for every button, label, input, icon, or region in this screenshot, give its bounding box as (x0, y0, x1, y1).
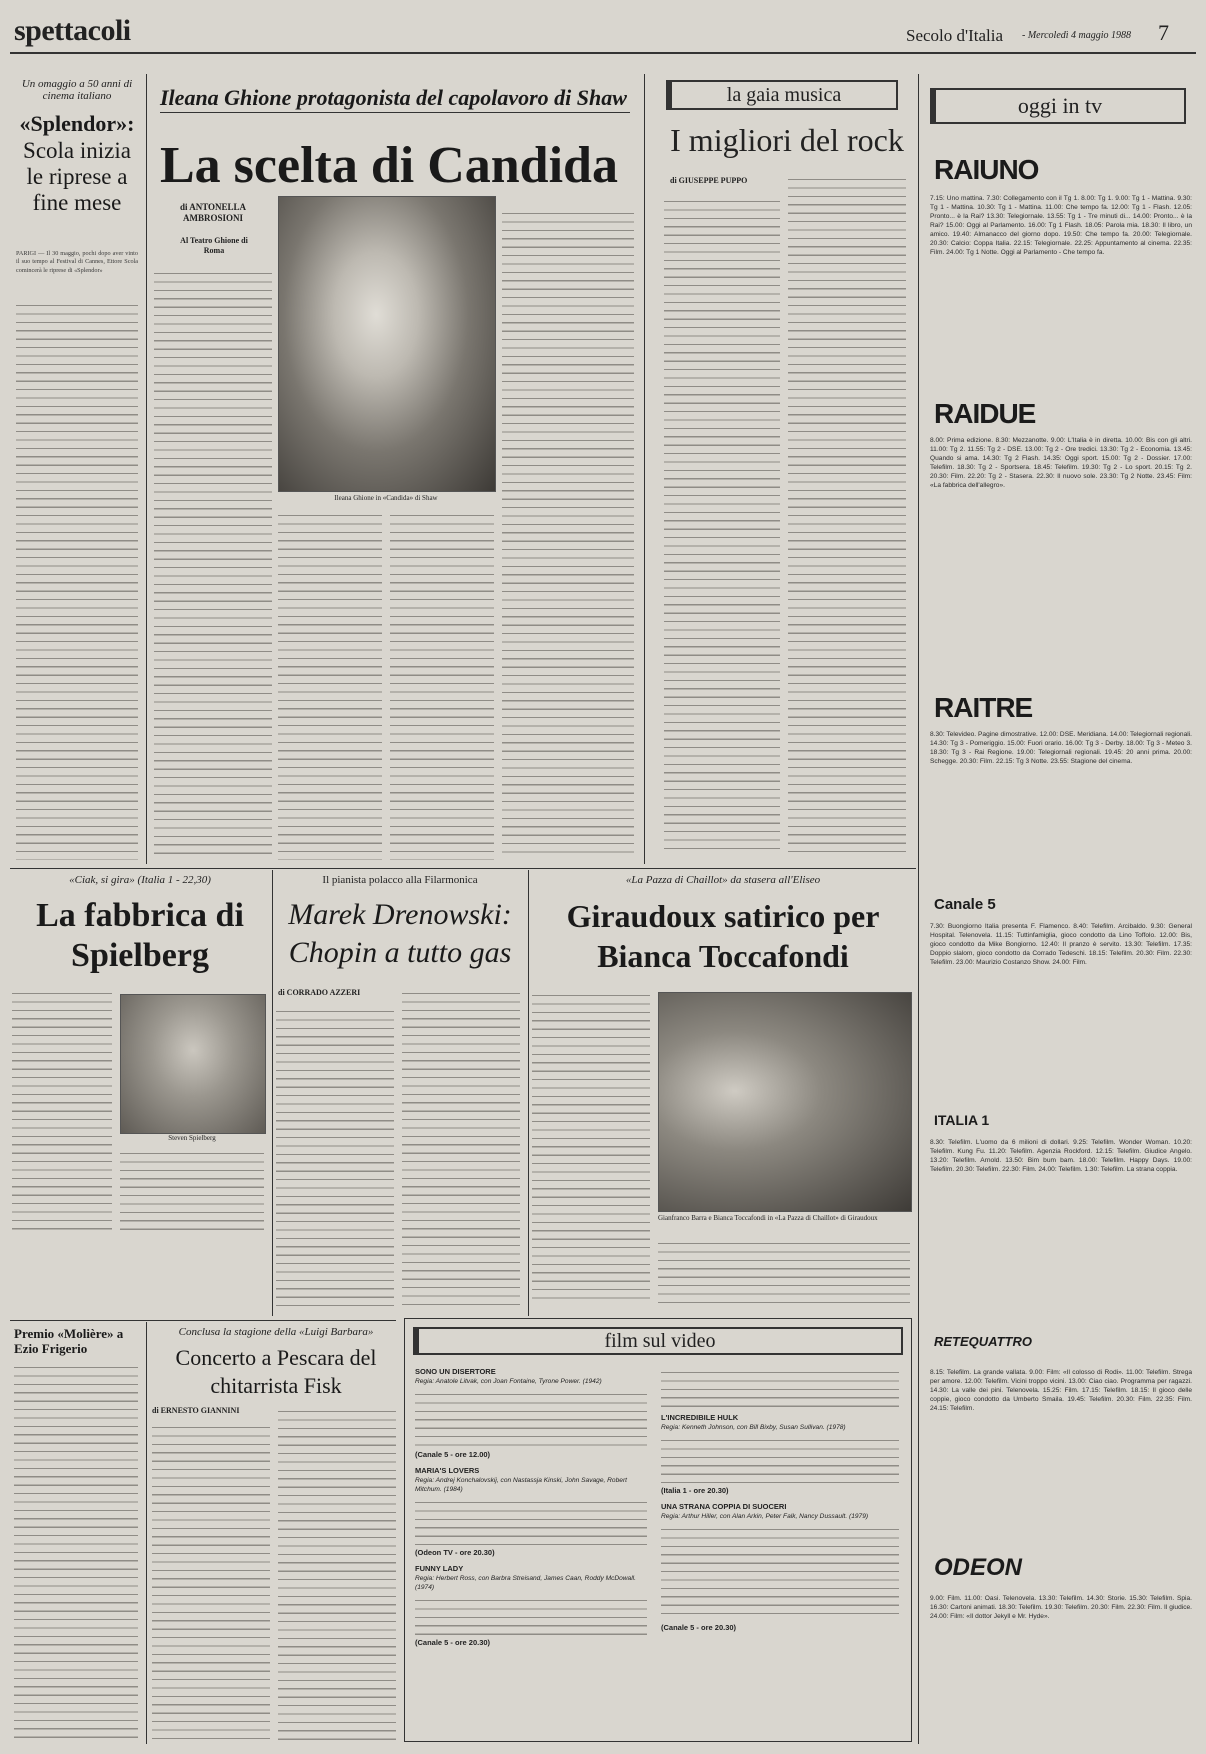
middle-rule (10, 868, 916, 869)
moliere-body (14, 1362, 138, 1740)
candida-photo (278, 196, 496, 492)
fisk-byline: di ERNESTO GIANNINI (152, 1406, 240, 1415)
bottom-rule-left (10, 1320, 396, 1321)
film-video-right-col (661, 1367, 901, 1735)
film-channel: (Italia 1 - ore 20.30) (661, 1486, 729, 1495)
fisk-body-right (278, 1406, 396, 1740)
splendor-title-quote: «Splendor»: (19, 111, 135, 136)
article-splendor (14, 74, 140, 864)
retequattro-logo: RETEQUATTRO (934, 1334, 1032, 1349)
film-credits: Regia: Andrej Konchalovskij, con Nastassja Kinski, John Savage, Robert Mitchum. (1984) (415, 1477, 627, 1493)
raidue-schedule: 8.00: Prima edizione. 8.30: Mezzanotte. 9.00: L'Italia è in diretta. 10.00: Bis con gli altri. 11.00: Tg 2. 11.55: Tg 2 - DSE. 13.00: Tg 2 - Ore tredici. 13.30: Tg 2 - Economia. 13.45: Quando si ama. 14.30: Tg 2 Flash. 14.35: Oggi sport. 15.00: Tg 2 - Dossier. 17.00: Telefilm. 18.30: Tg 2 - Sportsera. 18.45: Telefilm. 19.30: Tg 2 - Lo sport. 20.15: Tg 2. 20.30: Film. 22.20: Tg 2 - Stasera. 22.30: Il nuovo sole. 23.30: Tg 2 Notte. 23.45: Film: «La fabbrica dell'allegro». (930, 437, 1192, 489)
rock-byline: di GIUSEPPE PUPPO (670, 176, 748, 185)
spielberg-photo-caption: Steven Spielberg (168, 1134, 216, 1142)
film-credits: Regia: Herbert Ross, con Barbra Streisand, James Caan, Roddy McDowall. (1974) (415, 1575, 636, 1591)
film-title: MARIA'S LOVERS (415, 1466, 480, 1475)
canale5-schedule: 7.30: Buongiorno Italia presenta F. Flamenco. 8.40: Telefilm. Arcibaldo. 9.30: General Hospital. Telenovela. 11.15: Tuttinfamiglia, gioco condotto da Lino Toffolo. 12.00: Bis, gioco condotto da Mike Bongiorno. 12.40: Il pranzo è servito. 13.30: Telefilm. 17.35: Doppio slalom, gioco condotto da Corrado Tedeschi. 18.15: Telefilm. 20.30: Film. 22.30: Telefilm. 23.00: Maurizio Costanzo Show. 24.00: Film. (930, 923, 1192, 966)
article-spielberg (12, 870, 268, 1238)
spielberg-body-right (120, 1148, 264, 1232)
drenowski-body-left (276, 1006, 394, 1306)
article-fisk (152, 1322, 400, 1744)
article-giraudoux (532, 870, 914, 1316)
film-entry (415, 1564, 649, 1648)
candida-body-left (154, 268, 272, 860)
drenowski-byline: di CORRADO AZZERI (278, 988, 361, 997)
paper-name: Secolo d'Italia (906, 26, 1004, 45)
giraudoux-kicker: «La Pazza di Chaillot» da stasera all'Eliseo (625, 874, 821, 886)
drenowski-kicker: Il pianista polacco alla Filarmonica (322, 874, 478, 886)
italia1-schedule: 8.30: Telefilm. L'uomo da 6 milioni di dollari. 9.25: Telefilm. Wonder Woman. 10.20: Telefilm. Kung Fu. 11.20: Telefilm. Agenzia Rockford. 12.15: Telefilm. Giudice Angelo. 13.20: Telefilm. Arnold. 13.50: Bim bum bam. 18.00: Telefilm. Happy Days. 19.00: Telefilm. 20.30: Telefilm. 22.30: Film. 24.00: Telefilm. 1.30: Telefilm. La strana coppia. (930, 1139, 1192, 1173)
film-video-box (404, 1318, 912, 1742)
tv-guide (924, 80, 1196, 1744)
film-credits: Regia: Anatole Litvak, con Joan Fontaine, Tyrone Power. (1942) (415, 1378, 602, 1385)
film-channel: (Canale 5 - ore 20.30) (661, 1623, 737, 1632)
candida-body-mid2 (390, 510, 494, 860)
odeon-logo: ODEON (934, 1554, 1023, 1581)
candida-venue: Al Teatro Ghione di Roma (180, 236, 248, 255)
film-title: L'INCREDIBILE HULK (661, 1413, 739, 1422)
col-rule-1 (146, 74, 147, 864)
page-header (0, 0, 1206, 60)
tv-box-label: oggi in tv (1017, 93, 1103, 118)
rock-box (666, 80, 898, 110)
film-video-label: film sul video (604, 1330, 716, 1352)
spielberg-photo (120, 994, 266, 1134)
raitre-schedule: 8.30: Televideo. Pagine dimostrative. 12.00: DSE. Meridiana. 14.00: Telegiornali regionali. 14.30: Tg 3 - Pomeriggio. 15.00: Fuori orario. 16.00: Tg 3 - Derby. 18.00: Tg 3 - Meteo 3. 18.30: Tg 3 - Rai Regione. 19.00: Telegiornali regionali. 19.45: 20 anni prima. 20.00: Schegge. 20.30: Film. 22.15: Tg 3 Notte. 23.55: Stagione del cinema. (930, 731, 1192, 765)
candida-byline: di ANTONELLA AMBROSIONI (179, 202, 247, 223)
film-entry (661, 1502, 901, 1633)
article-drenowski (276, 870, 524, 1316)
rock-title: I migliori del rock (670, 122, 904, 158)
article-moliere (14, 1322, 140, 1744)
drenowski-title: Marek Drenowski: Chopin a tutto gas (288, 898, 512, 969)
film-synopsis (415, 1389, 647, 1447)
candida-body-right (502, 208, 634, 860)
giraudoux-body-left (532, 990, 650, 1306)
raiuno-logo: RAIUNO (934, 154, 1039, 185)
col-rule-4 (272, 870, 273, 1316)
film-channel: (Odeon TV - ore 20.30) (415, 1548, 495, 1557)
odeon-schedule: 9.00: Film. 11.00: Oasi. Telenovela. 13.30: Telefilm. 14.30: Storie. 15.30: Telefilm. Spia. 16.30: Cartoni animati. 18.30: Telefilm. 19.30: Telefilm. 20.30: Film. 22.30: Film. Il giudice. 24.00: Film: «Il dottor Jekyll e Mr. Hyde». (930, 1595, 1192, 1620)
splendor-lead: PARIGI — Il 30 maggio, pochi dopo aver vinto il suo tempo al Festival di Cannes, Ettore Scola comincerà le riprese di «Splendor» (16, 250, 138, 274)
col-rule-5 (528, 870, 529, 1316)
fisk-body-left (152, 1422, 270, 1740)
raitre-logo: RAITRE (934, 692, 1033, 723)
issue-date: - Mercoledì 4 maggio 1988 (1022, 30, 1132, 41)
giraudoux-body-right (658, 1238, 910, 1306)
spielberg-title: La fabbrica di Spielberg (36, 897, 244, 974)
film-synopsis (661, 1435, 899, 1483)
page-number: 7 (1158, 20, 1169, 45)
film-synopsis (415, 1497, 647, 1545)
article-rock (664, 78, 910, 864)
splendor-kicker: Un omaggio a 50 anni di cinema italiano (21, 78, 133, 102)
candida-kicker-box (160, 86, 630, 113)
splendor-title: Scola inizia le riprese a fine mese (23, 138, 131, 215)
film-channel: (Canale 5 - ore 12.00) (415, 1450, 491, 1459)
film-synopsis (415, 1595, 647, 1635)
film-channel: (Canale 5 - ore 20.30) (415, 1638, 491, 1647)
splendor-body (16, 300, 138, 860)
raiuno-schedule: 7.15: Uno mattina. 7.30: Collegamento con il Tg 1. 8.00: Tg 1. 9.00: Tg 1 - Mattina. 9.30: Tg 1 - Mattina. 10.30: Tg 1 - Mattina. 11.00: Che tempo fa. 12.00: Tg 1 - Flash. 12.05: Pronto... è la Rai? 13.30: Telegiornale. 13.55: Tg 1 - Tre minuti di... 14.00: Pronto... è la Rai? 15.00: Oggi al Parlamento. 16.00: Tg 1 Flash. 18.05: Parola mia. 18.30: Il libro, un amico. 19.40: Almanacco del giorno dopo. 19.50: Che tempo fa. 20.00: Telegiornale. 20.30: Calcio: Coppa Italia. 22.15: Telegiornale. 22.25: Appuntamento al cinema. 22.35: Film. 24.00: Tg 1 Notte. Oggi al Parlamento - Che tempo fa. (930, 195, 1192, 256)
col-rule-6 (146, 1322, 147, 1744)
spielberg-kicker: «Ciak, si gira» (Italia 1 - 22,30) (69, 874, 211, 886)
giraudoux-photo (658, 992, 912, 1212)
film-entry (661, 1413, 901, 1496)
retequattro-schedule: 8.15: Telefilm. La grande vallata. 9.00: Film: «Il colosso di Rodi». 11.00: Telefilm. Strega per amore. 12.00: Telefilm. Vicini troppo vicini. 13.00: Ciao ciao. Programma per ragazzi. 14.30: La valle dei pini. Telenovela. 15.25: Film. 17.15: Telefilm. 18.15: Il gioco delle coppie, gioco condotto da Umberto Smaila. 19.45: Telefilm. 20.30: Film. 22.35: Film. 24.15: Telefilm. (930, 1369, 1192, 1412)
giraudoux-title: Giraudoux satirico per Bianca Toccafondi (566, 898, 880, 974)
film-synopsis (661, 1524, 899, 1620)
rock-body-left (664, 196, 780, 856)
tv-box (930, 88, 1186, 124)
film-video-header (413, 1327, 903, 1355)
col-rule-3 (918, 74, 919, 1744)
rock-body-right (788, 174, 906, 856)
film-entry (415, 1466, 649, 1558)
film-credits: Regia: Arthur Hiller, con Alan Arkin, Peter Falk, Nancy Dussault. (1979) (661, 1513, 869, 1520)
rock-box-label: la gaia musica (726, 84, 842, 106)
film-title: FUNNY LADY (415, 1564, 464, 1573)
raidue-logo: RAIDUE (934, 398, 1036, 429)
film-credits: Regia: Kenneth Johnson, con Bill Bixby, Susan Sullivan. (1978) (661, 1424, 846, 1431)
film-synopsis-continued (661, 1367, 899, 1407)
section-name: spettacoli (14, 14, 131, 47)
spielberg-body-left (12, 988, 112, 1232)
moliere-title: Premio «Molière» a Ezio Frigerio (14, 1326, 124, 1356)
col-rule-2 (644, 74, 645, 864)
film-video-left-col (415, 1367, 649, 1735)
film-title: UNA STRANA COPPIA DI SUOCERI (661, 1502, 787, 1511)
candida-body-mid (278, 510, 382, 860)
film-title: SONO UN DISERTORE (415, 1367, 496, 1376)
fisk-kicker: Conclusa la stagione della «Luigi Barbara» (178, 1326, 374, 1338)
film-entry (415, 1367, 649, 1460)
giraudoux-photo-caption: Gianfranco Barra e Bianca Toccafondi in «La Pazza di Chaillot» di Giraudoux (658, 1214, 878, 1222)
drenowski-body-right (402, 988, 520, 1306)
candida-title: La scelta di Candida (160, 137, 618, 194)
article-candida (154, 74, 640, 864)
canale5-logo: Canale 5 (934, 896, 996, 913)
italia1-logo: ITALIA 1 (934, 1112, 990, 1128)
fisk-title: Concerto a Pescara del chitarrista Fisk (175, 1345, 377, 1398)
header-rule (10, 52, 1196, 54)
candida-kicker: Ileana Ghione protagonista del capolavoro di Shaw (160, 85, 627, 110)
candida-photo-caption: Ileana Ghione in «Candida» di Shaw (334, 494, 438, 502)
